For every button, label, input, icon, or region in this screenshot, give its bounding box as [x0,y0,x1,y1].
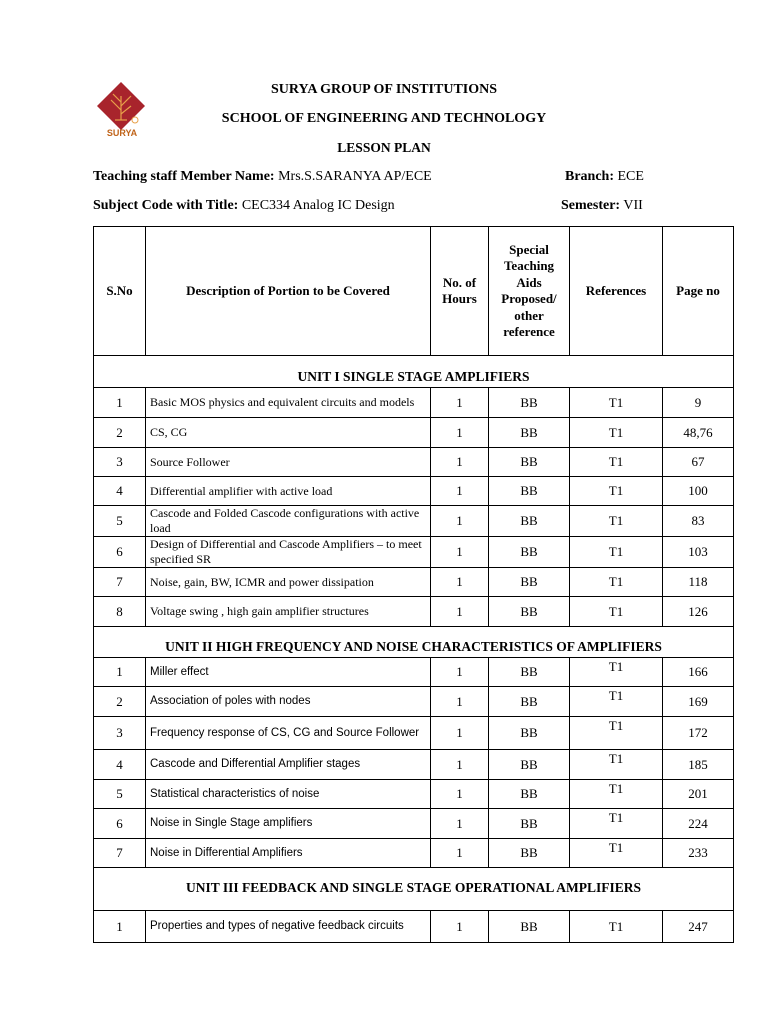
cell-sno: 1 [94,388,146,418]
cell-description: Noise in Differential Amplifiers [146,839,431,868]
cell-hours: 1 [431,388,489,418]
table-row [94,911,734,943]
cell-reference: T1 [570,537,663,568]
table-row [94,780,734,809]
cell-aids: BB [489,809,570,839]
subject-line [93,198,395,214]
col-page: Page no [663,227,734,356]
logo-text: SURYA [106,128,138,138]
cell-page: 83 [663,506,734,537]
subject-label: Subject Code with Title: [93,198,239,213]
cell-sno: 8 [94,597,146,627]
table-header-row [94,227,734,356]
cell-reference: T1 [570,388,663,418]
cell-sno: 4 [94,750,146,780]
col-aids: Special Teaching Aids Proposed/ other reference [489,227,570,356]
cell-description: Noise in Single Stage amplifiers [146,809,431,839]
cell-aids: BB [489,658,570,687]
cell-aids: BB [489,839,570,868]
table-row [94,597,734,627]
cell-sno: 5 [94,506,146,537]
cell-reference: T1 [570,809,663,839]
cell-reference: T1 [570,477,663,506]
cell-aids: BB [489,597,570,627]
cell-hours: 1 [431,418,489,448]
cell-reference: T1 [570,687,663,717]
cell-description: Cascode and Folded Cascode configurations with active load [146,506,431,537]
unit-heading [94,868,734,911]
cell-reference: T1 [570,506,663,537]
cell-page: 224 [663,809,734,839]
cell-page: 185 [663,750,734,780]
cell-hours: 1 [431,568,489,597]
cell-sno: 4 [94,477,146,506]
staff-label: Teaching staff Member Name: [93,169,275,184]
cell-description: Properties and types of negative feedback circuits [146,911,431,943]
cell-sno: 2 [94,418,146,448]
cell-sno: 5 [94,780,146,809]
cell-aids: BB [489,911,570,943]
cell-reference: T1 [570,750,663,780]
cell-page: 103 [663,537,734,568]
cell-hours: 1 [431,537,489,568]
cell-hours: 1 [431,839,489,868]
branch-line [565,169,644,185]
table-row [94,448,734,477]
cell-sno: 2 [94,687,146,717]
table-row [94,506,734,537]
cell-aids: BB [489,750,570,780]
cell-page: 172 [663,717,734,750]
cell-sno: 6 [94,809,146,839]
semester-value: VII [623,198,643,213]
cell-aids: BB [489,418,570,448]
cell-aids: BB [489,506,570,537]
table-row [94,568,734,597]
table-row [94,750,734,780]
table-row [94,717,734,750]
lesson-plan-table [93,226,734,943]
cell-reference: T1 [570,658,663,687]
institution-title: SURYA GROUP OF INSTITUTIONS [270,82,498,97]
cell-hours: 1 [431,597,489,627]
cell-description: Miller effect [146,658,431,687]
cell-description: Voltage swing , high gain amplifier structures [146,597,431,627]
table-row [94,839,734,868]
cell-description: Frequency response of CS, CG and Source Follower [146,717,431,750]
unit-3-title: UNIT III FEEDBACK AND SINGLE STAGE OPERATIONAL AMPLIFIERS [94,868,734,911]
cell-description: Design of Differential and Cascode Amplifiers – to meet specified SR [146,537,431,568]
unit-heading [94,627,734,658]
cell-reference: T1 [570,780,663,809]
cell-description: CS, CG [146,418,431,448]
cell-description: Differential amplifier with active load [146,477,431,506]
cell-aids: BB [489,448,570,477]
table-row [94,418,734,448]
cell-reference: T1 [570,911,663,943]
col-references: References [570,227,663,356]
cell-hours: 1 [431,809,489,839]
branch-value: ECE [617,169,644,184]
subject-value: CEC334 Analog IC Design [241,198,395,213]
table-row [94,809,734,839]
cell-page: 166 [663,658,734,687]
cell-reference: T1 [570,717,663,750]
cell-sno: 3 [94,717,146,750]
cell-hours: 1 [431,448,489,477]
semester-label: Semester: [561,198,621,213]
cell-sno: 3 [94,448,146,477]
cell-reference: T1 [570,418,663,448]
cell-description: Basic MOS physics and equivalent circuits and models [146,388,431,418]
school-title: SCHOOL OF ENGINEERING AND TECHNOLOGY [221,111,547,126]
cell-page: 126 [663,597,734,627]
cell-page: 67 [663,448,734,477]
cell-sno: 7 [94,568,146,597]
cell-page: 118 [663,568,734,597]
cell-aids: BB [489,388,570,418]
unit-2-title: UNIT II HIGH FREQUENCY AND NOISE CHARACTERISTICS OF AMPLIFIERS [94,627,734,658]
cell-aids: BB [489,717,570,750]
col-hours: No. of Hours [431,227,489,356]
cell-sno: 1 [94,911,146,943]
staff-value: Mrs.S.SARANYA AP/ECE [278,169,432,184]
unit-heading [94,356,734,388]
cell-hours: 1 [431,658,489,687]
cell-page: 169 [663,687,734,717]
cell-reference: T1 [570,448,663,477]
document-title: LESSON PLAN [337,140,431,155]
cell-sno: 1 [94,658,146,687]
table-row [94,477,734,506]
cell-page: 247 [663,911,734,943]
cell-aids: BB [489,780,570,809]
cell-description: Source Follower [146,448,431,477]
cell-page: 100 [663,477,734,506]
cell-reference: T1 [570,839,663,868]
cell-hours: 1 [431,687,489,717]
cell-description: Statistical characteristics of noise [146,780,431,809]
table-row [94,388,734,418]
table-row [94,537,734,568]
cell-hours: 1 [431,911,489,943]
cell-description: Association of poles with nodes [146,687,431,717]
cell-aids: BB [489,687,570,717]
cell-page: 48,76 [663,418,734,448]
staff-name-line [93,169,432,185]
cell-aids: BB [489,537,570,568]
cell-page: 201 [663,780,734,809]
cell-reference: T1 [570,597,663,627]
cell-aids: BB [489,568,570,597]
branch-label: Branch: [565,169,614,184]
table-row [94,658,734,687]
cell-page: 233 [663,839,734,868]
cell-reference: T1 [570,568,663,597]
cell-hours: 1 [431,477,489,506]
cell-sno: 7 [94,839,146,868]
cell-description: Cascode and Differential Amplifier stages [146,750,431,780]
cell-hours: 1 [431,717,489,750]
col-description: Description of Portion to be Covered [146,227,431,356]
cell-aids: BB [489,477,570,506]
semester-line [561,198,643,214]
cell-hours: 1 [431,506,489,537]
cell-page: 9 [663,388,734,418]
unit-1-title: UNIT I SINGLE STAGE AMPLIFIERS [94,356,734,388]
cell-hours: 1 [431,780,489,809]
table-row [94,687,734,717]
cell-hours: 1 [431,750,489,780]
col-sno: S.No [94,227,146,356]
cell-description: Noise, gain, BW, ICMR and power dissipation [146,568,431,597]
cell-sno: 6 [94,537,146,568]
